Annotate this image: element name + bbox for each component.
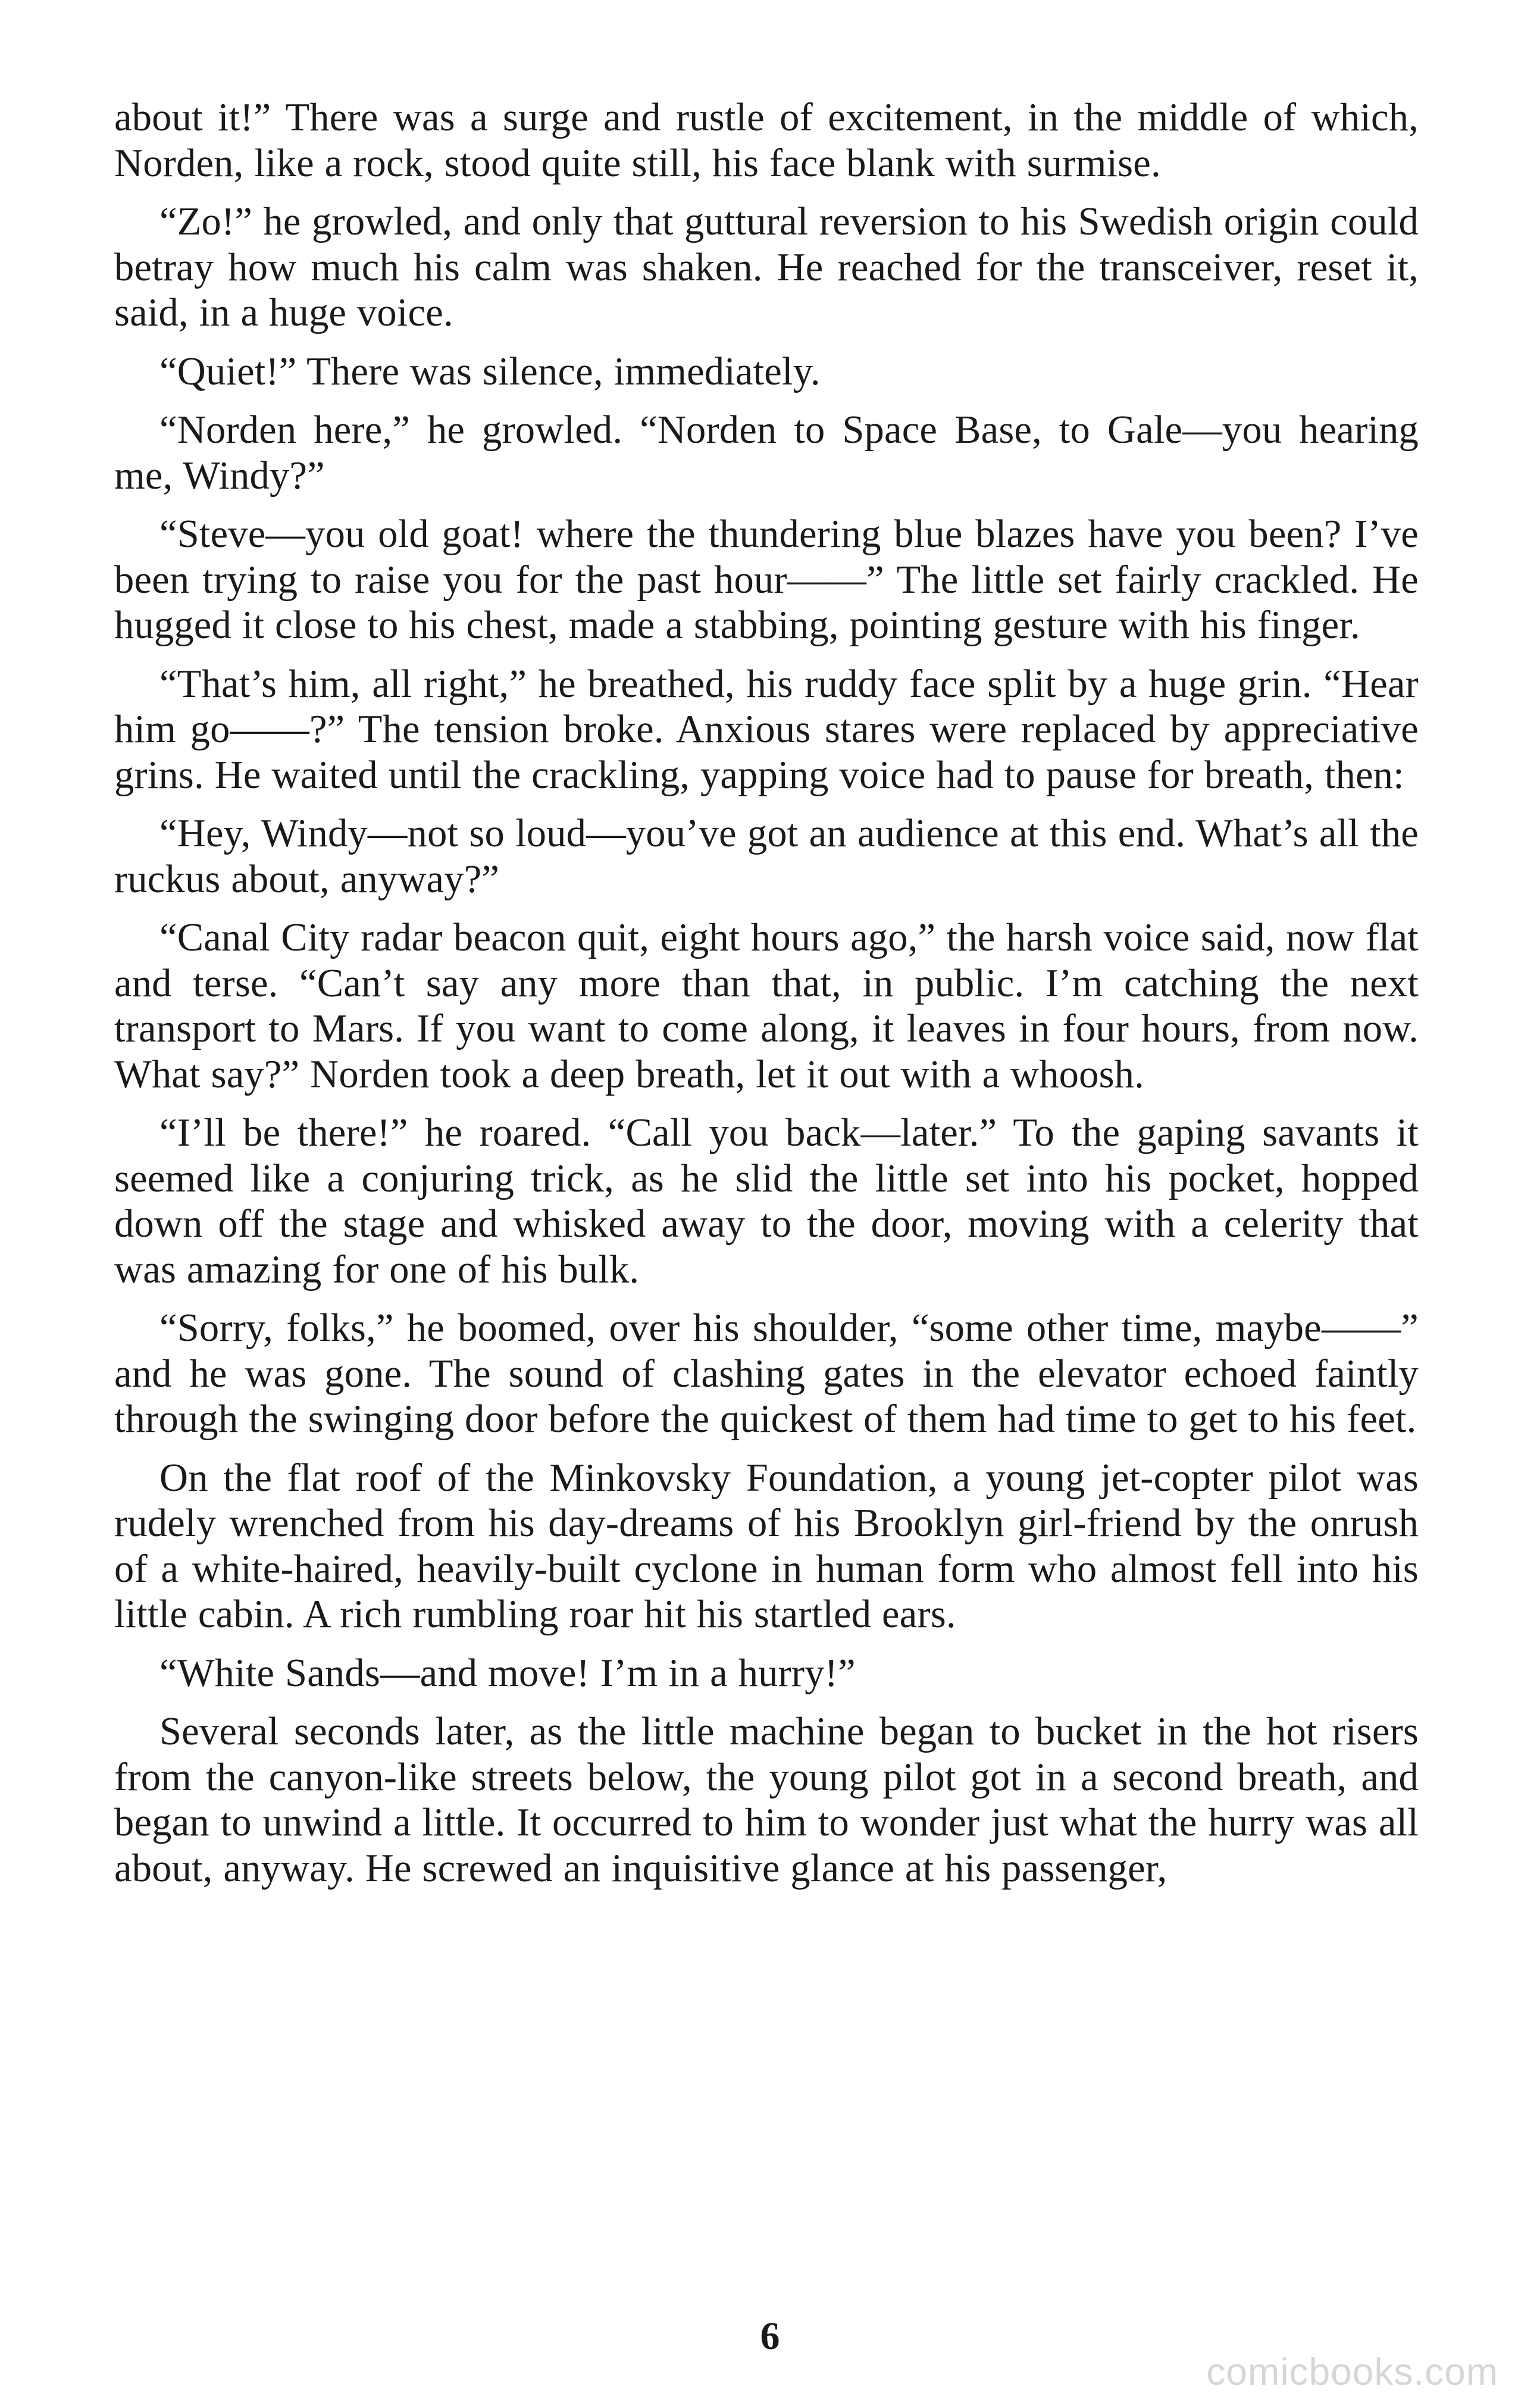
- paragraph-5: “Steve—you old goat! where the thundering blue blazes have you been? I’ve been trying to raise you for the past hour——” The little set fairly crackled. He hugged it close to his chest, made a stabbing, pointing gesture with his finger.: [114, 512, 1419, 647]
- paragraph-6: “That’s him, all right,” he breathed, his ruddy face split by a huge grin. “Hear him go——?” The tension broke. Anxious stares were replaced by appreciative grins. He waited until the crackling, yapping voice had to pause for breath, then:: [114, 662, 1419, 797]
- paragraph-1: about it!” There was a surge and rustle of excitement, in the middle of which, Norden, like a rock, stood quite still, his face blank with surmise.: [114, 96, 1419, 185]
- page-body: [114, 95, 1419, 1904]
- watermark: comicbooks.com: [1206, 2350, 1498, 2393]
- paragraph-4: “Norden here,” he growled. “Norden to Space Base, to Gale—you hearing me, Windy?”: [114, 408, 1419, 498]
- page-number: 6: [760, 2315, 780, 2358]
- paragraph-3: “Quiet!” There was silence, immediately.: [159, 349, 821, 393]
- paragraph-11: On the flat roof of the Minkovsky Foundation, a young jet-copter pilot was rudely wrenched from his day-dreams of his Brooklyn girl-friend by the onrush of a white-haired, heavily-built cyclone in human form who almost fell into his little cabin. A rich rumbling roar hit his startled ears.: [114, 1456, 1419, 1636]
- paragraph-9: “I’ll be there!” he roared. “Call you back—later.” To the gaping savants it seemed like a conjuring trick, as he slid the little set into his pocket, hopped down off the stage and whisked away to the door, moving with a celerity that was amazing for one of his bulk.: [114, 1111, 1419, 1291]
- paragraph-13: Several seconds later, as the little machine began to bucket in the hot risers from the canyon-like streets below, the young pilot got in a second breath, and began to unwind a little. It occurred to him to wonder just what the hurry was all about, anyway. He screwed an inquisitive glance at his passenger,: [114, 1710, 1419, 1890]
- paragraph-8: “Canal City radar beacon quit, eight hours ago,” the harsh voice said, now flat and terse. “Can’t say any more than that, in public. I’m catching the next transport to Mars. If you want to come along, it leaves in four hours, from now. What say?” Norden took a deep breath, let it out with a whoosh.: [114, 916, 1419, 1096]
- paragraph-2: “Zo!” he growled, and only that guttural reversion to his Swedish origin could betray how much his calm was shaken. He reached for the transceiver, reset it, said, in a huge voice.: [114, 200, 1419, 334]
- paragraph-12: “White Sands—and move! I’m in a hurry!”: [159, 1651, 856, 1695]
- paragraph-7: “Hey, Windy—not so loud—you’ve got an audience at this end. What’s all the ruckus about, anyway?”: [114, 812, 1419, 901]
- paragraph-10: “Sorry, folks,” he boomed, over his shoulder, “some other time, maybe——” and he was gone. The sound of clashing gates in the elevator echoed faintly through the swinging door before the quickest of them had time to get to his feet.: [114, 1306, 1419, 1441]
